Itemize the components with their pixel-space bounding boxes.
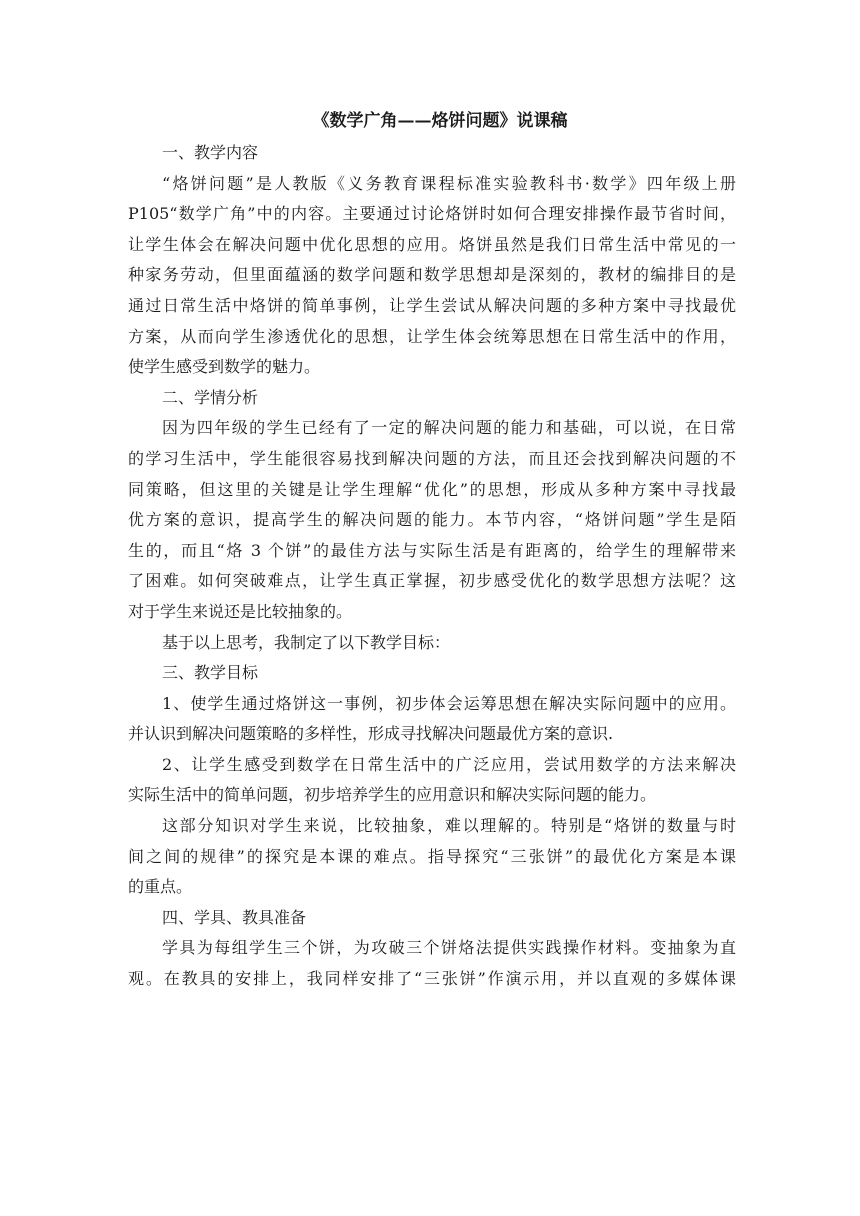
paragraph-line: 2、让学生感受到数学在日常生活中的广泛应用，尝试用数学的方法来解决	[162, 754, 736, 774]
paragraph-line: 观。在教具的安排上，我同样安排了“三张饼”作演示用，并以直观的多媒体课	[128, 969, 736, 989]
paragraph-line: 因为四年级的学生已经有了一定的解决问题的能力和基础，可以说，在日常	[162, 418, 736, 438]
paragraph-line: 对于学生来说还是比较抽象的。	[128, 601, 353, 621]
paragraph-line: 种家务劳动，但里面蕴涵的数学问题和数学思想却是深刻的，教材的编排目的是	[128, 265, 736, 285]
paragraph-line: 方案，从而向学生渗透优化的思想，让学生体会统筹思想在日常生活中的作用，	[128, 326, 736, 346]
paragraph-line: 的学习生活中，学生能很容易找到解决问题的方法，而且还会找到解决问题的不	[128, 448, 736, 468]
paragraph-line: 通过日常生活中烙饼的简单事例，让学生尝试从解决问题的多种方案中寻找最优	[128, 295, 736, 315]
paragraph-line: 同策略，但这里的关键是让学生理解“优化”的思想，形成从多种方案中寻找最	[128, 479, 736, 499]
section-heading-teaching-content: 一、教学内容	[162, 143, 259, 162]
paragraph-line: 了困难。如何突破难点，让学生真正掌握，初步感受优化的数学思想方法呢？这	[128, 571, 736, 591]
section-heading-student-analysis: 二、学情分析	[162, 387, 259, 407]
paragraph-line: 基于以上思考，我制定了以下教学目标：	[162, 632, 451, 652]
paragraph-line: 使学生感受到数学的魅力。	[128, 357, 321, 377]
paragraph-line: 优方案的意识，提高学生的解决问题的能力。本节内容，“烙饼问题”学生是陌	[128, 510, 736, 530]
paragraph-line: 这部分知识对学生来说，比较抽象，难以理解的。特别是“烙饼的数量与时	[162, 816, 736, 836]
paragraph-line: 并认识到解决问题策略的多样性，形成寻找解决问题最优方案的意识.	[128, 724, 614, 744]
paragraph-line: 生的，而且“烙 3 个饼”的最佳方法与实际生活是有距离的，给学生的理解带来	[128, 540, 736, 560]
section-heading-teaching-goals: 三、教学目标	[162, 663, 259, 683]
paragraph-line: P105“数学广角”中的内容。主要通过讨论烙饼时如何合理安排操作最节省时间，	[128, 204, 736, 224]
document-title: 《数学广角——烙饼问题》说课稿	[312, 111, 568, 131]
section-heading-materials: 四、学具、教具准备	[162, 907, 307, 927]
paragraph-line: 间之间的规律”的探究是本课的难点。指导探究“三张饼”的最优化方案是本课	[128, 846, 736, 866]
paragraph-line: 学具为每组学生三个饼，为攻破三个饼烙法提供实践操作材料。变抽象为直	[162, 938, 736, 958]
document-body	[128, 104, 736, 995]
paragraph-line: 实际生活中的简单问题，初步培养学生的应用意识和解决实际问题的能力。	[128, 785, 657, 805]
paragraph-line: “烙饼问题”是人教版《义务教育课程标准实验教科书·数学》四年级上册	[162, 173, 736, 193]
paragraph-line: 的重点。	[128, 877, 193, 897]
paragraph-line: 让学生体会在解决问题中优化思想的应用。烙饼虽然是我们日常生活中常见的一	[128, 234, 736, 254]
paragraph-line: 1、使学生通过烙饼这一事例，初步体会运筹思想在解决实际问题中的应用。	[162, 693, 736, 713]
